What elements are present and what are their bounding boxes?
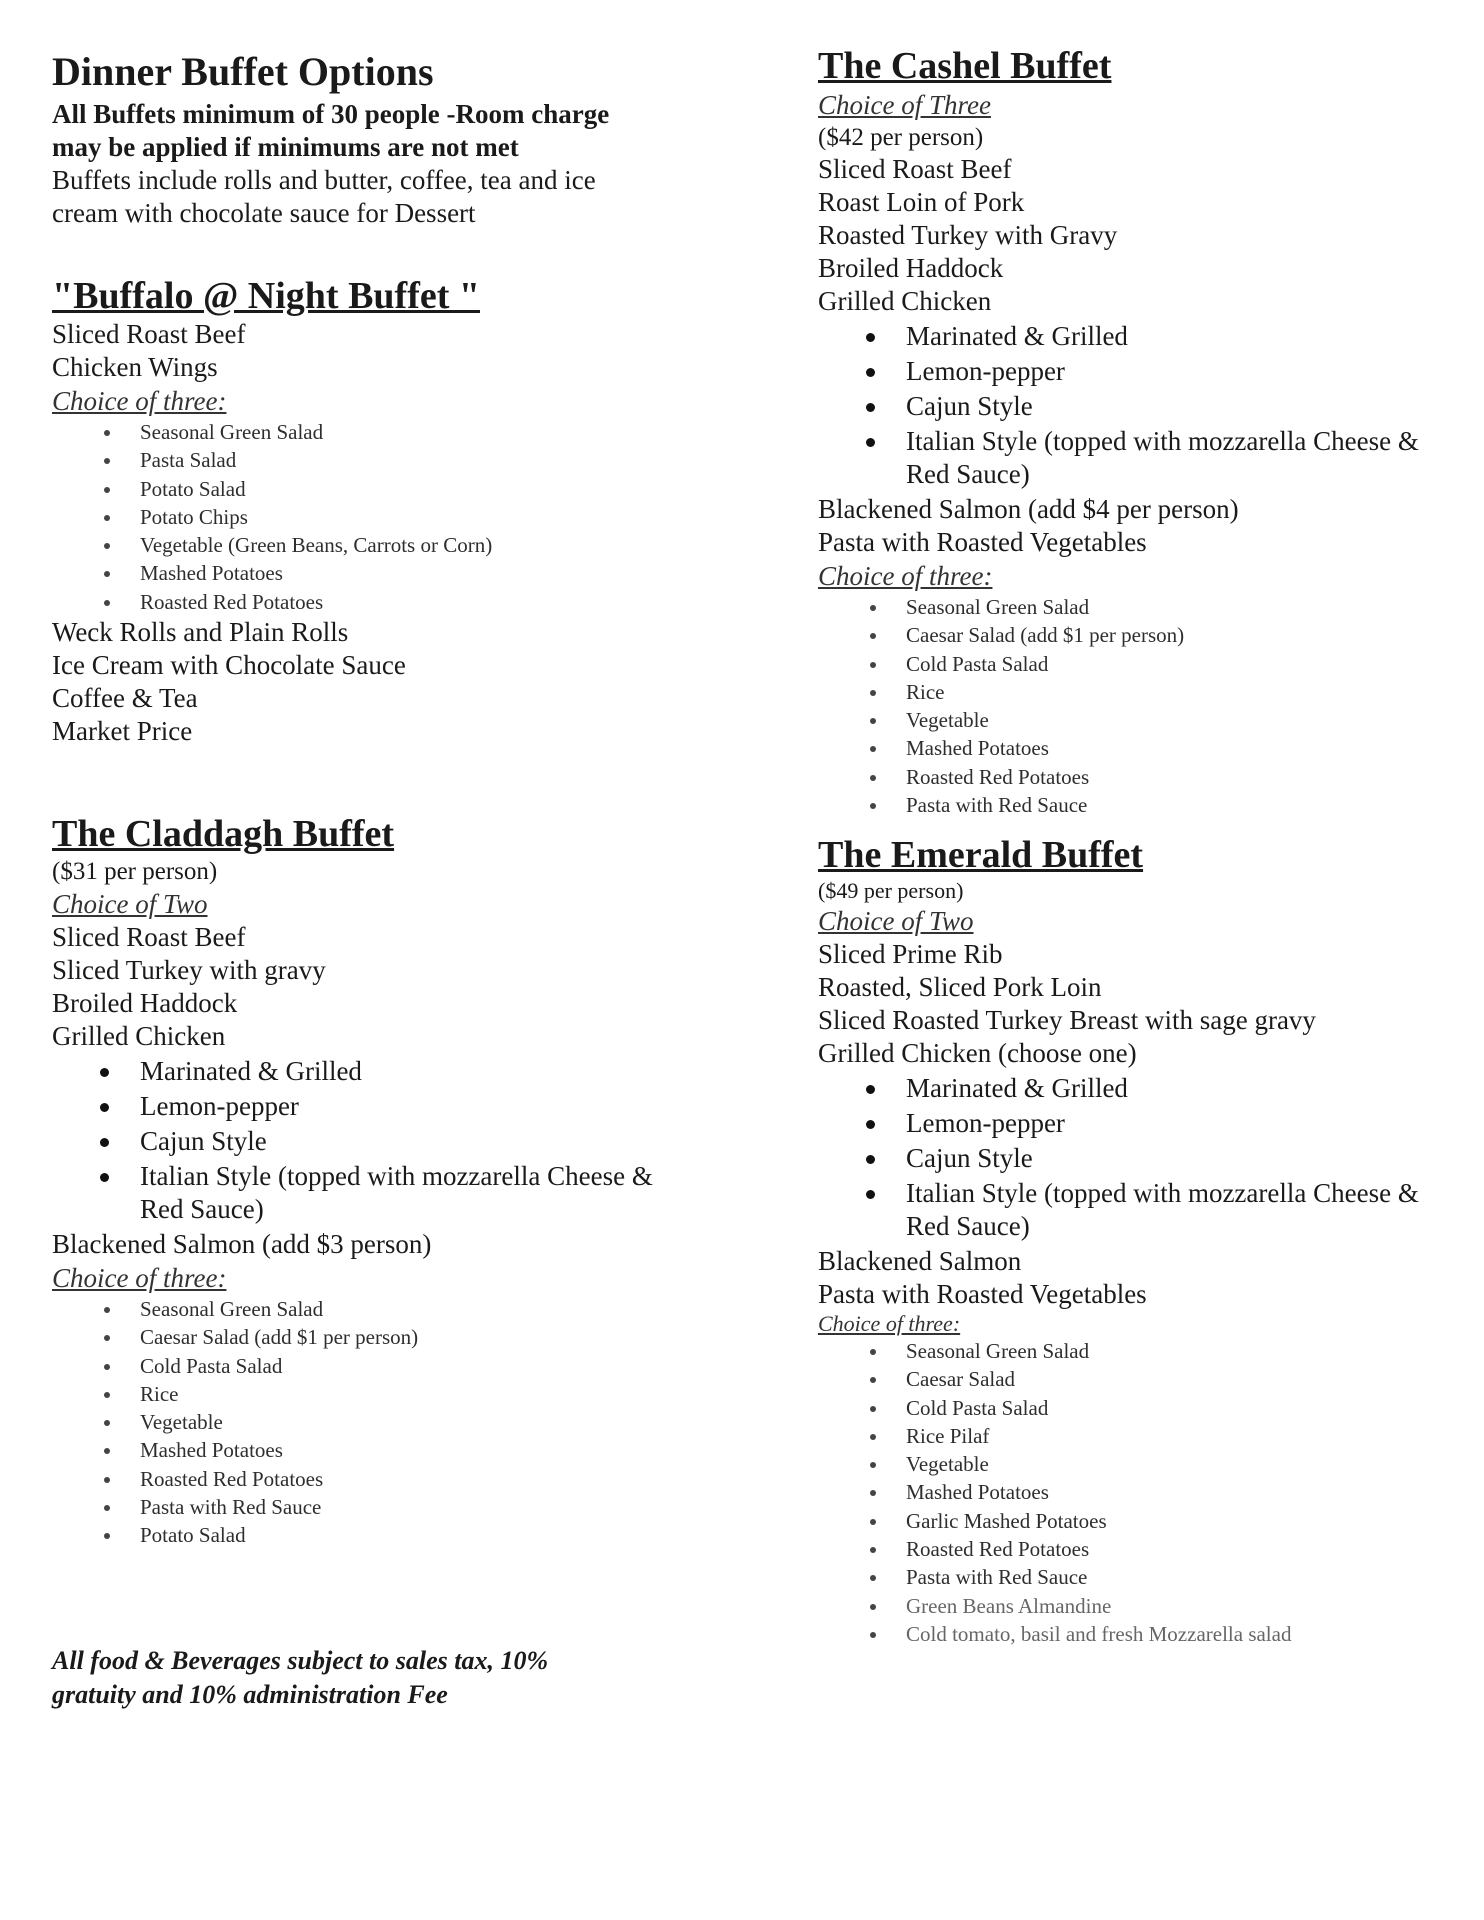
- choice-label: Choice of Two: [52, 889, 208, 919]
- list-item: Roasted Red Potatoes: [52, 588, 692, 616]
- intro-block: [52, 98, 692, 230]
- menu-item: Chicken Wings: [52, 352, 218, 382]
- choice-label: Choice of three:: [818, 1311, 961, 1336]
- section-title: The Emerald Buffet: [818, 834, 1144, 876]
- minimum-note: All Buffets minimum of 30 people -Room charge: [52, 99, 610, 129]
- list-item: Pasta with Red Sauce: [52, 1493, 692, 1521]
- section-title: The Cashel Buffet: [818, 45, 1112, 87]
- list-item: Caesar Salad: [818, 1365, 1458, 1393]
- minimum-note: may be applied if minimums are not met: [52, 132, 519, 162]
- sides-list: [52, 418, 692, 616]
- menu-item: Broiled Haddock: [52, 988, 238, 1018]
- list-item: Italian Style (topped with mozzarella Cheese & Red Sauce): [52, 1160, 692, 1226]
- menu-item: Roast Loin of Pork: [818, 187, 1025, 217]
- cashel-buffet-section: [818, 44, 1458, 819]
- list-item: Lemon-pepper: [52, 1090, 692, 1123]
- list-item: Marinated & Grilled: [818, 320, 1458, 353]
- list-item: Vegetable: [818, 706, 1458, 734]
- price: ($31 per person): [52, 858, 218, 885]
- list-item: Cajun Style: [818, 1142, 1458, 1175]
- sides-list: [818, 593, 1458, 819]
- list-item: Seasonal Green Salad: [818, 593, 1458, 621]
- list-item: Mashed Potatoes: [52, 559, 692, 587]
- menu-item: Sliced Turkey with gravy: [52, 955, 326, 985]
- menu-item: Grilled Chicken: [818, 286, 992, 316]
- menu-item: Ice Cream with Chocolate Sauce: [52, 650, 406, 681]
- list-item: Pasta with Red Sauce: [818, 1563, 1458, 1591]
- list-item: Vegetable: [52, 1408, 692, 1436]
- tax-note-line: All food & Beverages subject to sales tax, 10%: [52, 1646, 549, 1675]
- menu-item: Sliced Roasted Turkey Breast with sage gravy: [818, 1005, 1316, 1035]
- chicken-styles-list: [818, 320, 1458, 491]
- menu-item: Roasted Turkey with Gravy: [818, 220, 1118, 250]
- list-item: Mashed Potatoes: [818, 1478, 1458, 1506]
- list-item: Cajun Style: [52, 1125, 692, 1158]
- menu-item: Sliced Roast Beef: [818, 154, 1012, 184]
- menu-item: Sliced Roast Beef: [52, 319, 246, 349]
- emerald-buffet-section: [818, 833, 1458, 1648]
- menu-item: Weck Rolls and Plain Rolls: [52, 617, 349, 648]
- list-item: Cold Pasta Salad: [818, 1394, 1458, 1422]
- price-note: Market Price: [52, 716, 193, 747]
- list-item: Potato Salad: [52, 1521, 692, 1549]
- list-item: Pasta Salad: [52, 446, 692, 474]
- menu-item: Sliced Prime Rib: [818, 939, 1003, 969]
- list-item: Green Beans Almandine: [818, 1592, 1458, 1620]
- chicken-styles-list: [52, 1055, 692, 1226]
- section-title: "Buffalo @ Night Buffet ": [52, 275, 480, 317]
- page-title: Dinner Buffet Options: [52, 49, 434, 94]
- list-item: Mashed Potatoes: [52, 1436, 692, 1464]
- claddagh-buffet-section: [52, 812, 692, 1550]
- list-item: Cold Pasta Salad: [52, 1352, 692, 1380]
- list-item: Vegetable: [818, 1450, 1458, 1478]
- includes-note: cream with chocolate sauce for Dessert: [52, 198, 476, 228]
- list-item: Caesar Salad (add $1 per person): [818, 621, 1458, 649]
- section-title: The Claddagh Buffet: [52, 813, 395, 855]
- menu-item: Sliced Roast Beef: [52, 922, 246, 952]
- price: ($42 per person): [818, 124, 984, 151]
- chicken-styles-list: [818, 1072, 1458, 1243]
- list-item: Lemon-pepper: [818, 1107, 1458, 1140]
- price: ($49 per person): [818, 878, 964, 903]
- list-item: Potato Salad: [52, 475, 692, 503]
- list-item: Seasonal Green Salad: [818, 1337, 1458, 1365]
- list-item: Italian Style (topped with mozzarella Cheese & Red Sauce): [818, 425, 1458, 491]
- list-item: Roasted Red Potatoes: [818, 763, 1458, 791]
- list-item: Cold tomato, basil and fresh Mozzarella salad: [818, 1620, 1458, 1648]
- choice-label: Choice of Three: [818, 90, 991, 120]
- list-item: Italian Style (topped with mozzarella Cheese & Red Sauce): [818, 1177, 1458, 1243]
- list-item: Caesar Salad (add $1 per person): [52, 1323, 692, 1351]
- list-item: Pasta with Red Sauce: [818, 791, 1458, 819]
- menu-item: Blackened Salmon (add $3 person): [52, 1229, 432, 1259]
- list-item: Rice: [52, 1380, 692, 1408]
- list-item: Rice: [818, 678, 1458, 706]
- list-item: Vegetable (Green Beans, Carrots or Corn): [52, 531, 692, 559]
- menu-item: Pasta with Roasted Vegetables: [818, 527, 1147, 557]
- menu-item: Coffee & Tea: [52, 683, 198, 714]
- menu-item: Pasta with Roasted Vegetables: [818, 1279, 1147, 1309]
- list-item: Roasted Red Potatoes: [818, 1535, 1458, 1563]
- menu-item: Grilled Chicken: [52, 1021, 226, 1051]
- list-item: Garlic Mashed Potatoes: [818, 1507, 1458, 1535]
- list-item: Cold Pasta Salad: [818, 650, 1458, 678]
- list-item: Seasonal Green Salad: [52, 1295, 692, 1323]
- list-item: Potato Chips: [52, 503, 692, 531]
- list-item: Marinated & Grilled: [818, 1072, 1458, 1105]
- list-item: Cajun Style: [818, 390, 1458, 423]
- list-item: Rice Pilaf: [818, 1422, 1458, 1450]
- sides-list: [52, 1295, 692, 1550]
- includes-note: Buffets include rolls and butter, coffee, tea and ice: [52, 165, 596, 195]
- tax-note-line: gratuity and 10% administration Fee: [52, 1680, 448, 1709]
- list-item: Seasonal Green Salad: [52, 418, 692, 446]
- choice-label: Choice of three:: [52, 1263, 227, 1293]
- sides-list: [818, 1337, 1458, 1648]
- menu-item: Blackened Salmon: [818, 1246, 1022, 1276]
- list-item: Lemon-pepper: [818, 355, 1458, 388]
- choice-label: Choice of three:: [52, 386, 227, 416]
- list-item: Mashed Potatoes: [818, 734, 1458, 762]
- buffalo-buffet-section: [52, 274, 692, 748]
- list-item: Marinated & Grilled: [52, 1055, 692, 1088]
- choice-label: Choice of three:: [818, 561, 993, 591]
- choice-label: Choice of Two: [818, 906, 974, 936]
- menu-item: Grilled Chicken (choose one): [818, 1038, 1137, 1068]
- tax-note: [52, 1644, 692, 1712]
- menu-item: Roasted, Sliced Pork Loin: [818, 972, 1102, 1002]
- menu-item: Blackened Salmon (add $4 per person): [818, 494, 1239, 524]
- menu-item: Broiled Haddock: [818, 253, 1004, 283]
- list-item: Roasted Red Potatoes: [52, 1465, 692, 1493]
